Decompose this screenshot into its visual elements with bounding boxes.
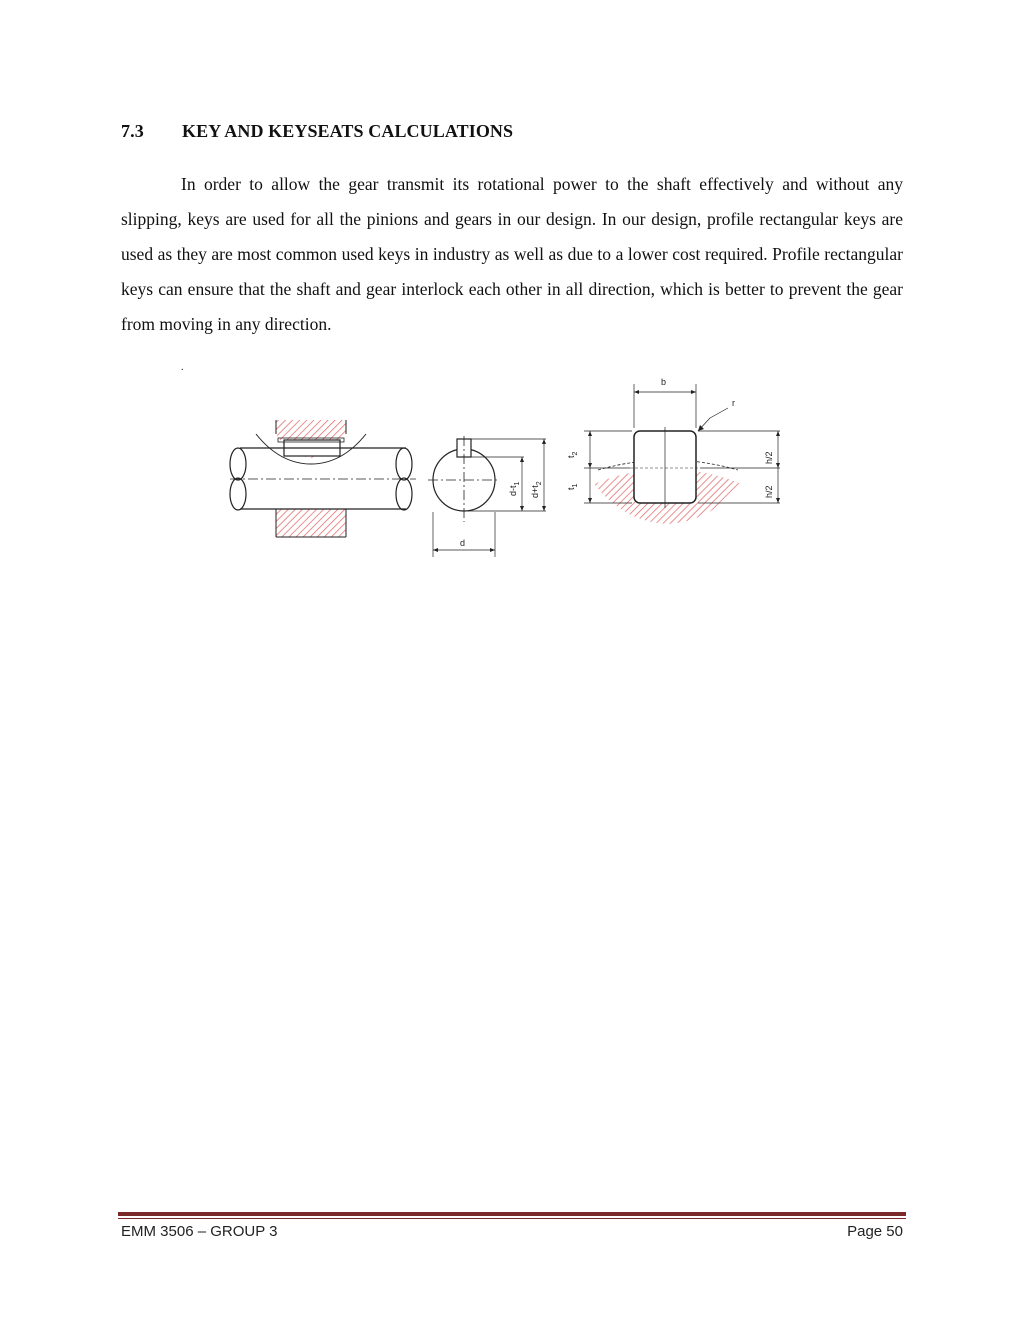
hub-hatch-bottom (276, 509, 346, 537)
label-h2-bottom: h/2 (764, 485, 774, 498)
label-d-minus-t1: $d-t_1$ (508, 481, 521, 496)
label-d-plus-t2: $d+t_2$ (530, 481, 543, 498)
body-paragraph: In order to allow the gear transmit its rotational power to the shaft effectively and without any slipping, keys are used for all the pinions and gears in our design. In our design, profile rectangular keys are used as they are most common used keys in industry as well as due to a lower cost required. Profile rectangular keys can ensure that the shaft and gear interlock each other in all direction, which is better to prevent the gear from moving in any direction. (121, 174, 903, 334)
shaft-end-view (428, 436, 546, 557)
label-t1: $t_1$ (566, 483, 579, 490)
shaft-side-view (230, 420, 416, 537)
footer-course: EMM 3506 – GROUP 3 (121, 1223, 278, 1240)
footer-page-number: Page 50 (847, 1223, 903, 1240)
label-b: b (661, 377, 667, 387)
label-r: r (732, 398, 735, 408)
section-title: KEY AND KEYSEATS CALCULATIONS (182, 121, 514, 141)
section-number: 7.3 (121, 121, 144, 141)
section-heading (121, 121, 513, 142)
label-h2-top: h/2 (764, 451, 774, 464)
stray-mark: . (181, 362, 184, 373)
label-t2: $t_2$ (566, 451, 579, 458)
key-keyseat-diagram (220, 372, 780, 562)
label-d: d (460, 538, 466, 548)
key-section-detail (566, 377, 780, 524)
footer-rule (118, 1212, 906, 1216)
footer-rule-thin (118, 1218, 906, 1219)
